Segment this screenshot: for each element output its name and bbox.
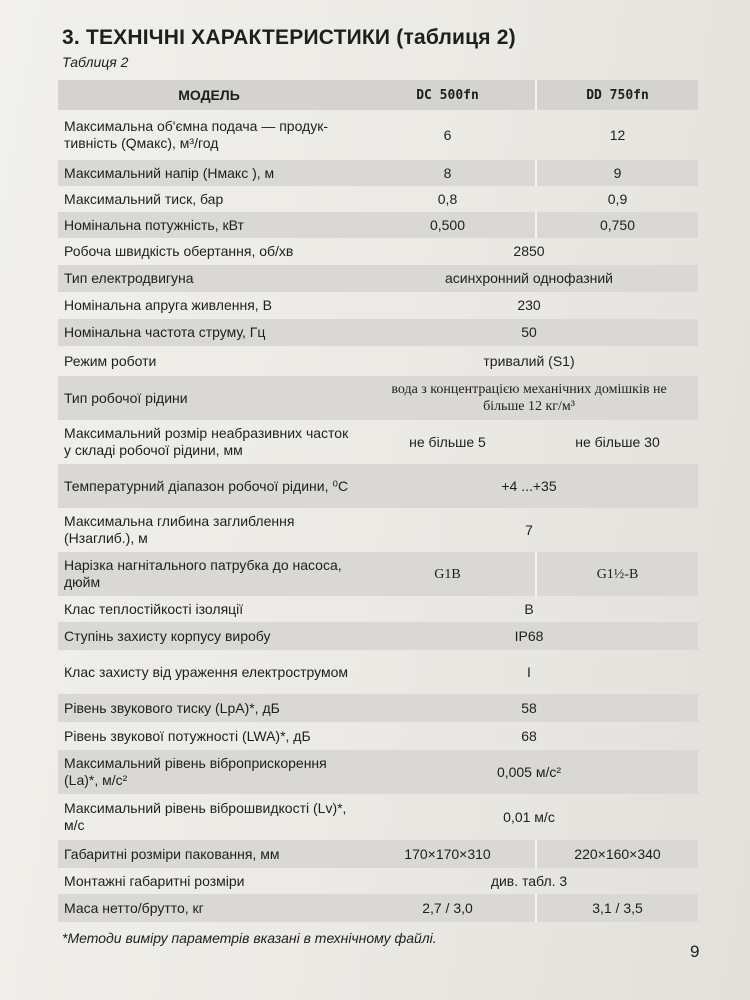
table-row — [58, 319, 698, 346]
value-dc500: G1B — [360, 552, 536, 596]
table-row — [58, 750, 698, 794]
table-row — [58, 794, 698, 840]
table-row — [58, 265, 698, 292]
specifications-table — [58, 80, 698, 922]
value-shared: B — [524, 600, 534, 617]
param-label: Максимальна об'ємна подача — продук-тивність (Qмакс), м³/год — [64, 118, 329, 151]
table-row — [58, 694, 698, 722]
param-label: Максимальний рівень віброшвидкості (Lv)*, м/с — [64, 800, 347, 833]
param-label: Температурний діапазон робочої рідини, ⁰С — [58, 464, 360, 508]
table-row — [58, 622, 698, 650]
value-dc500: 0,8 — [437, 190, 458, 207]
table-row — [58, 894, 698, 922]
value-dc500: 0,500 — [360, 212, 536, 238]
value-dd750: 0,750 — [536, 212, 698, 238]
table-row — [58, 292, 698, 319]
table-header-row — [58, 80, 698, 110]
value-dd750: не більше 30 — [575, 433, 660, 450]
table-row — [58, 376, 698, 420]
param-label: Робоча швидкість обертання, об/хв — [64, 243, 294, 259]
param-label: Габаритні розміри паковання, мм — [58, 840, 360, 868]
param-label: Номінальна апруга живлення, В — [64, 297, 272, 313]
model-dd750-header: DD 750fn — [536, 80, 698, 110]
table-row — [58, 420, 698, 464]
value-shared: 68 — [521, 727, 537, 744]
param-label: Рівень звукової потужності (LWA)*, дБ — [64, 727, 311, 744]
value-shared: див. табл. 3 — [490, 872, 568, 889]
value-shared: +4 ...+35 — [360, 464, 698, 508]
param-label: Номінальна потужність, кВт — [58, 212, 360, 238]
value-dd750: 220×160×340 — [536, 840, 698, 868]
param-label: Ступінь захисту корпусу виробу — [58, 622, 360, 650]
section-title: 3. ТЕХНІЧНІ ХАРАКТЕРИСТИКИ (таблиця 2) — [62, 26, 516, 49]
table-row — [58, 650, 698, 694]
param-label: Клас теплостійкості ізоляції — [64, 600, 244, 617]
table-row — [58, 346, 698, 376]
value-shared: 50 — [360, 319, 698, 346]
param-label: Маса нетто/брутто, кг — [58, 894, 360, 922]
value-dc500: 6 — [443, 126, 452, 143]
param-label: Тип електродвигуна — [58, 265, 360, 292]
param-label: Монтажні габаритні розміри — [64, 872, 245, 889]
model-header: МОДЕЛЬ — [58, 80, 360, 110]
table-row — [58, 238, 698, 265]
value-shared: вода з концентрацією механічних домішків не більше 12 кг/м³ — [360, 376, 698, 420]
param-label: Режим роботи — [64, 352, 157, 369]
value-shared: 0,005 м/с² — [360, 750, 698, 794]
table-row — [58, 722, 698, 750]
value-dc500: не більше 5 — [409, 433, 486, 450]
param-label: Максимальний розмір неабразивних часток у складі робочої рідини, мм — [64, 425, 349, 458]
table-row — [58, 552, 698, 596]
footnote: *Методи виміру параметрів вказані в технічному файлі. — [62, 930, 437, 946]
value-dd750: 9 — [536, 160, 698, 186]
value-shared: IP68 — [360, 622, 698, 650]
page-number: 9 — [690, 942, 700, 961]
value-shared: 58 — [360, 694, 698, 722]
value-dd750: 3,1 / 3,5 — [536, 894, 698, 922]
param-label: Номінальна частота струму, Гц — [58, 319, 360, 346]
value-shared: тривалий (S1) — [483, 352, 575, 369]
table-row — [58, 508, 698, 552]
table-row — [58, 464, 698, 508]
value-dd750: 0,9 — [607, 190, 628, 207]
param-label: Максимальний тиск, бар — [64, 190, 224, 207]
param-label: Нарізка нагнітального патрубка до насоса, дюйм — [58, 552, 360, 596]
value-shared: 2850 — [513, 243, 545, 259]
value-dd750: G1½-B — [536, 552, 698, 596]
value-shared: асинхронний однофазний — [360, 265, 698, 292]
table-row — [58, 186, 698, 212]
param-label: Тип робочої рідини — [58, 376, 360, 420]
value-dc500: 2,7 / 3,0 — [360, 894, 536, 922]
table-row — [58, 110, 698, 160]
table-row — [58, 160, 698, 186]
value-dc500: 8 — [360, 160, 536, 186]
param-label: Клас захисту від ураження електрострумом — [64, 663, 349, 680]
param-label: Максимальний рівень віброприскорення (La)*, м/с² — [58, 750, 360, 794]
param-label: Рівень звукового тиску (LpA)*, дБ — [58, 694, 360, 722]
table-row — [58, 840, 698, 868]
value-dd750: 12 — [609, 126, 626, 143]
param-label: Максимальна глибина заглиблення (Нзаглиб.), м — [64, 513, 295, 546]
value-shared: 7 — [525, 521, 533, 538]
value-shared: 0,01 м/с — [503, 808, 555, 825]
model-dc500-header: DC 500fn — [360, 80, 536, 110]
value-dc500: 170×170×310 — [360, 840, 536, 868]
table-caption: Таблиця 2 — [62, 54, 129, 70]
param-label: Максимальний напір (Нмакс ), м — [58, 160, 360, 186]
value-shared: 230 — [517, 297, 541, 313]
table-row — [58, 868, 698, 894]
table-row — [58, 212, 698, 238]
value-shared: I — [527, 663, 531, 680]
table-row — [58, 596, 698, 622]
